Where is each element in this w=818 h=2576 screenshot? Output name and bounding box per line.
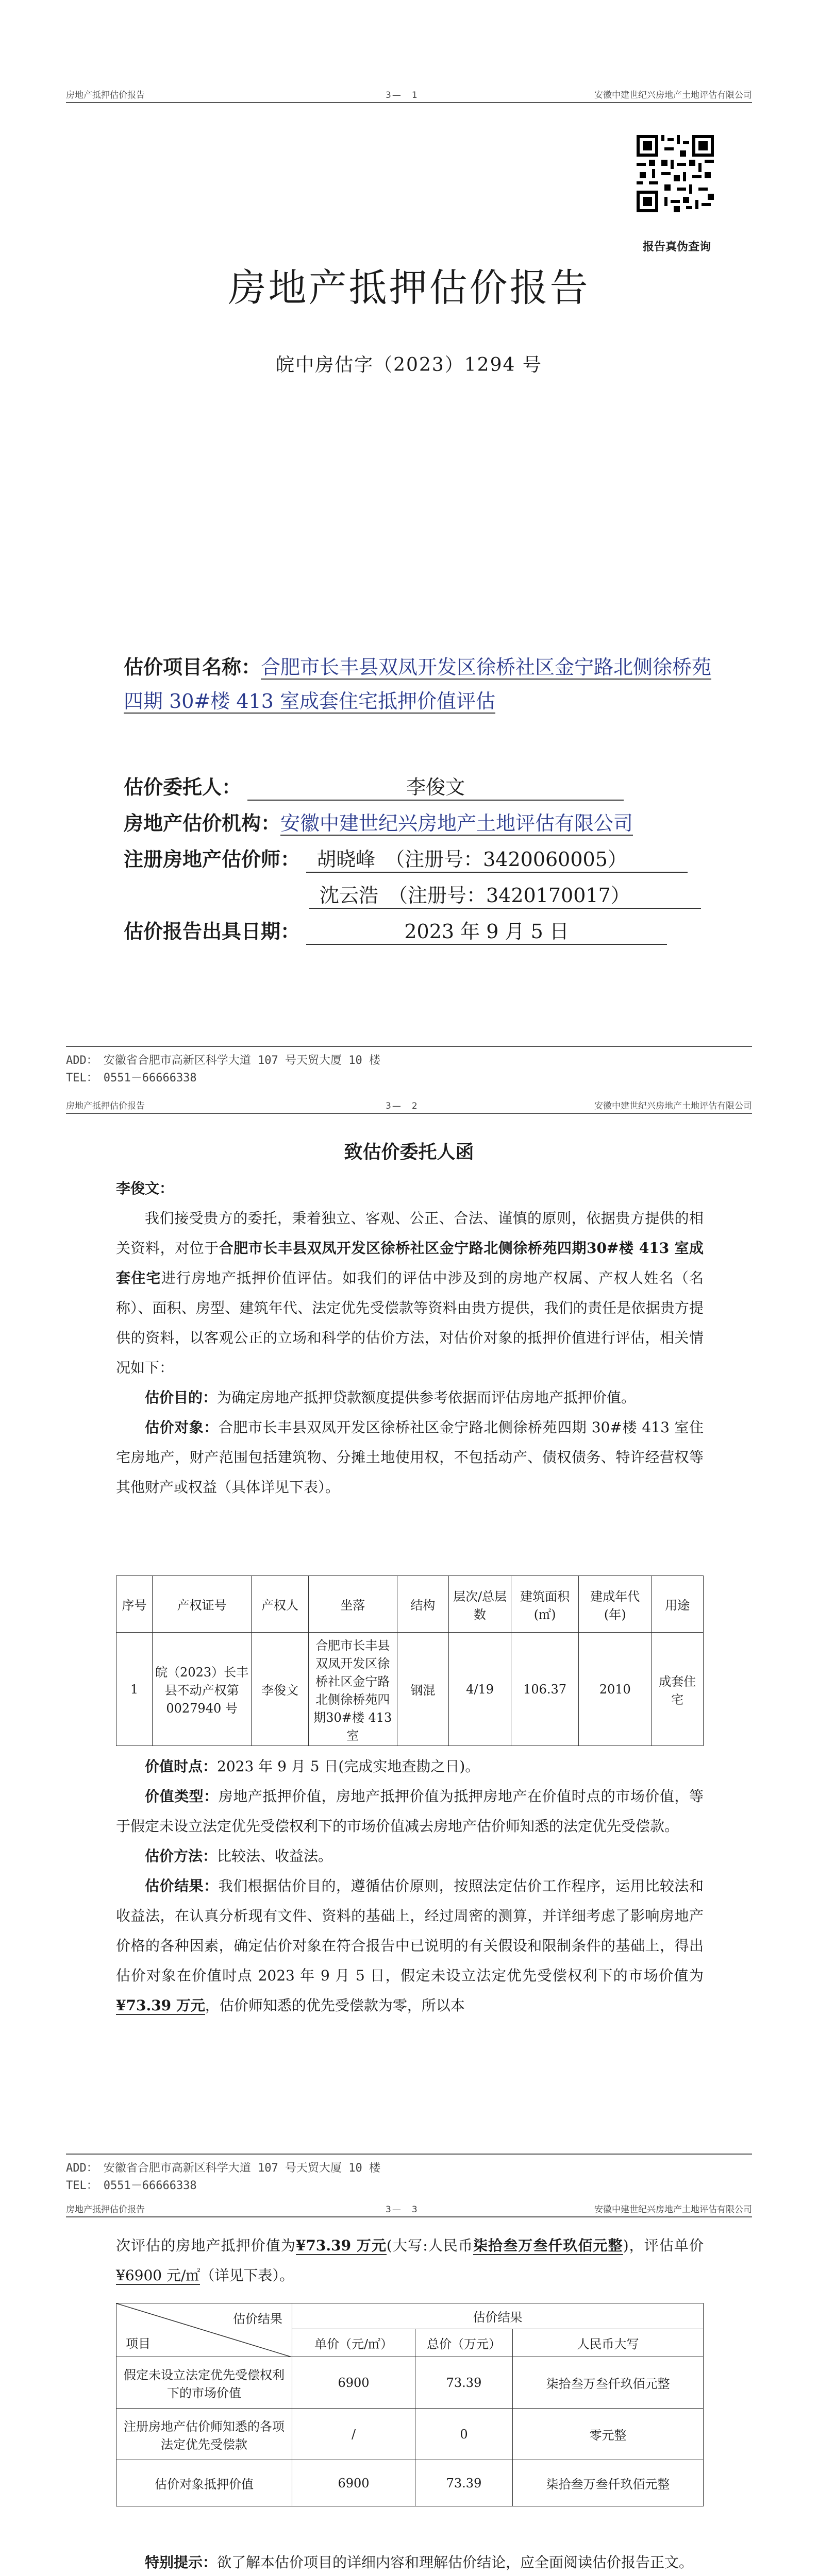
header-left: 房地产抵押估价报告 [66, 90, 145, 100]
col-header: 建成年代(年) [579, 1576, 652, 1633]
property-table [116, 1575, 704, 1746]
client-value: 李俊文 [247, 771, 624, 801]
cont-text-d: （详见下表）。 [200, 2267, 294, 2284]
note-paragraph [116, 2548, 704, 2576]
type-paragraph [116, 1782, 704, 1841]
diag-header-bottom: 项目 [126, 2336, 151, 2351]
time-paragraph [116, 1752, 704, 1782]
letter-page [0, 1091, 818, 1647]
org-label: 房地产估价机构： [124, 811, 281, 835]
special-note [116, 2548, 704, 2576]
cover-page [0, 0, 818, 1091]
table-cell: 成套住宅 [652, 1633, 704, 1746]
table-cell: 106.37 [511, 1633, 579, 1746]
result-label: 估价结果： [145, 1877, 219, 1894]
col-header: 层次/总层数 [449, 1576, 511, 1633]
object-label: 估价对象： [145, 1419, 219, 1436]
header-page-no: 3— 1 [386, 90, 419, 100]
document-number: 皖中房估字（2023）1294 号 [276, 354, 542, 376]
purpose-paragraph [116, 1383, 704, 1413]
table-cell: 柒拾叁万叁仟玖佰元整 [513, 2460, 704, 2506]
purpose-label: 估价目的： [145, 1389, 218, 1406]
table-row [116, 2409, 704, 2460]
col-header: 总价（万元） [415, 2329, 513, 2357]
header-right: 安徽中建世纪兴房地产土地评估有限公司 [594, 1101, 752, 1111]
col-header: 用途 [652, 1576, 704, 1633]
time-label: 价值时点： [145, 1758, 218, 1775]
project-name-block [124, 650, 716, 718]
col-header: 产权人 [252, 1576, 309, 1633]
table-row [116, 2357, 704, 2409]
cont-text-c: )，评估单价 [623, 2237, 704, 2254]
result-text-b: ，估价师知悉的优先受偿款为零，所以本 [205, 1997, 465, 2014]
method-label: 估价方法： [145, 1848, 218, 1865]
table-cell: 估价对象抵押价值 [116, 2460, 292, 2506]
header-page-no: 3— 2 [386, 1101, 419, 1111]
col-header: 人民币大写 [513, 2329, 704, 2357]
appraiser-row-2 [309, 879, 701, 909]
org-value: 安徽中建世纪兴房地产土地评估有限公司 [280, 812, 633, 835]
page-header [66, 87, 752, 103]
header-right: 安徽中建世纪兴房地产土地评估有限公司 [594, 2205, 752, 2215]
appraiser-label: 注册房地产估价师： [124, 848, 301, 871]
diag-header-top: 估价结果 [233, 2312, 282, 2326]
cont-text-a: 次评估的房地产抵押价值为 [116, 2237, 296, 2254]
group-header: 估价结果 [292, 2303, 704, 2329]
intro-text-a: 我们接受贵方的委托，秉着独立、客观、公正、合法、谨慎的原则，依据贵方提供的相关资料，对位于 [116, 1210, 704, 1257]
header-left: 房地产抵押估价报告 [66, 2205, 145, 2215]
org-row [124, 807, 716, 836]
cont-text-b: (大写:人民币 [387, 2237, 473, 2254]
client-row [124, 771, 716, 801]
object-text: 合肥市长丰县双凤开发区徐桥社区金宁路北侧徐桥苑四期 30#楼 413 室住宅房地产，财产范围包括建筑物、分摊土地使用权，不包括动产、债权债务、特许经营权等其他财产或权益（具体详见下表）。 [116, 1419, 704, 1496]
property-table-wrap [116, 1575, 704, 1746]
page-footer [66, 2154, 752, 2195]
type-text: 房地产抵押价值，房地产抵押价值为抵押房地产在价值时点的市场价值，等于假定未设立法定优先受偿权利下的市场价值减去房地产估价师知悉的法定优先受偿款。 [116, 1788, 704, 1835]
table-cell: 钢混 [397, 1633, 449, 1746]
table-cell: 李俊文 [252, 1633, 309, 1746]
col-header: 坐落 [308, 1576, 397, 1633]
note-text: 欲了解本估价项目的详细内容和理解估价结论，应全面阅读估价报告正文。 [217, 2554, 694, 2571]
col-header: 结构 [397, 1576, 449, 1633]
time-text: 2023 年 9 月 5 日(完成实地查勘之日)。 [217, 1758, 480, 1775]
qr-code[interactable] [637, 135, 714, 212]
result-paragraph [116, 1871, 704, 2021]
footer-address: ADD： 安徽省合肥市高新区科学大道 107 号天贸大厦 10 楼 [66, 1054, 380, 1067]
object-paragraph [116, 1413, 704, 1502]
table-cell: 假定未设立法定优先受偿权利下的市场价值 [116, 2357, 292, 2409]
col-header: 单价（元/㎡） [292, 2329, 415, 2357]
header-left: 房地产抵押估价报告 [66, 1101, 145, 1111]
method-text: 比较法、收益法。 [217, 1848, 333, 1865]
type-label: 价值类型： [145, 1788, 219, 1805]
table-header-row [116, 1576, 704, 1633]
project-label: 估价项目名称： [124, 655, 261, 679]
footer-tel: TEL： 0551－66666338 [66, 2179, 197, 2192]
table-cell: 零元整 [513, 2409, 704, 2460]
table-cell: 0 [415, 2409, 513, 2460]
table-cell: 4/19 [449, 1633, 511, 1746]
continuation-paragraph [116, 2231, 704, 2291]
cont-value: ¥73.39 万元 [295, 2237, 387, 2254]
appraiser-1: 胡晓峰 （注册号：3420060005） [306, 843, 688, 873]
date-label: 估价报告出具日期： [124, 920, 301, 943]
page-header [66, 1097, 752, 1114]
report-title: 房地产抵押估价报告 [228, 266, 590, 310]
footer-tel: TEL： 0551－66666338 [66, 1072, 197, 1084]
page-header [66, 2201, 752, 2217]
table-row [116, 2460, 704, 2506]
letter-body-1 [116, 1174, 704, 1502]
table-cell: 柒拾叁万叁仟玖佰元整 [513, 2357, 704, 2409]
project-value: 合肥市长丰县双凤开发区徐桥社区金宁路北侧徐桥苑四期 30#楼 413 室成套住宅抵押价值评估 [124, 656, 712, 713]
footer-address: ADD： 安徽省合肥市高新区科学大道 107 号天贸大厦 10 楼 [66, 2162, 380, 2175]
result-text-a: 我们根据估价目的，遵循估价原则，按照法定估价工作程序，运用比较法和收益法，在认真分析现有文件、资料的基础上，经过周密的测算，并详细考虑了影响房地产价格的各种因素，确定估价对象在符合报告中已说明的有关假设和限制条件的基础上，得出估价对象在价值时点 2023 年 9 月 5 日，假定未设立法定优先受偿权利下的市场价值为 [116, 1877, 704, 1984]
col-header: 序号 [116, 1576, 153, 1633]
note-label: 特别提示： [145, 2554, 218, 2571]
result-value: ¥73.39 万元 [116, 1997, 205, 2014]
date-row [124, 916, 716, 945]
letter-title: 致估价委托人函 [344, 1141, 474, 1163]
table-header-row [116, 2303, 704, 2329]
table-cell: 合肥市长丰县双凤开发区徐桥社区金宁路北侧徐桥苑四期30#楼 413 室 [308, 1633, 397, 1746]
intro-text-b: 进行房地产抵押价值评估。如我们的评估中涉及到的房地产权属、产权人姓名（名称）、面积、房型、建筑年代、法定优先受偿款等资料由贵方提供，我们的责任是依据贵方提供的资料，以客观公正的立场和科学的估价方法，对估价对象的抵押价值进行评估，相关情况如下： [116, 1269, 704, 1376]
cont-price: ¥6900 元/㎡ [116, 2267, 201, 2284]
value-table-wrap [116, 2303, 704, 2506]
appraiser-2: 沈云浩 （注册号：3420170017） [309, 879, 701, 909]
intro-paragraph [116, 1204, 704, 1383]
table-cell: 皖（2023）长丰县不动产权第0027940 号 [153, 1633, 252, 1746]
salutation: 李俊文： [116, 1180, 174, 1197]
page-footer [66, 1046, 752, 1087]
intro-property: 合肥市长丰县双凤开发区徐桥社区金宁路北侧徐桥苑四期30#楼 413 室成套住宅 [116, 1240, 704, 1286]
value-table [116, 2303, 704, 2506]
table-cell: / [292, 2409, 415, 2460]
table-cell: 73.39 [415, 2357, 513, 2409]
purpose-text: 为确定房地产抵押贷款额度提供参考依据而评估房地产抵押价值。 [217, 1389, 636, 1406]
date-value: 2023 年 9 月 5 日 [306, 916, 667, 945]
table-cell: 注册房地产估价师知悉的各项法定优先受偿款 [116, 2409, 292, 2460]
table-cell: 1 [116, 1633, 153, 1746]
col-header: 产权证号 [153, 1576, 252, 1633]
table-cell: 6900 [292, 2460, 415, 2506]
table-cell: 2010 [579, 1633, 652, 1746]
letter-body-2 [116, 1752, 704, 2021]
cont-upper: 柒拾叁万叁仟玖佰元整 [473, 2237, 623, 2254]
qr-caption: 报告真伪查询 [642, 241, 711, 253]
diag-header-cell [116, 2303, 292, 2357]
table-cell: 6900 [292, 2357, 415, 2409]
method-paragraph [116, 1841, 704, 1871]
appraiser-row-1 [124, 843, 716, 873]
table-row [116, 1633, 704, 1746]
client-label: 估价委托人： [124, 775, 242, 799]
header-right: 安徽中建世纪兴房地产土地评估有限公司 [594, 90, 752, 100]
table-cell: 73.39 [415, 2460, 513, 2506]
col-header: 建筑面积(㎡) [511, 1576, 579, 1633]
header-page-no: 3— 3 [386, 2205, 419, 2215]
